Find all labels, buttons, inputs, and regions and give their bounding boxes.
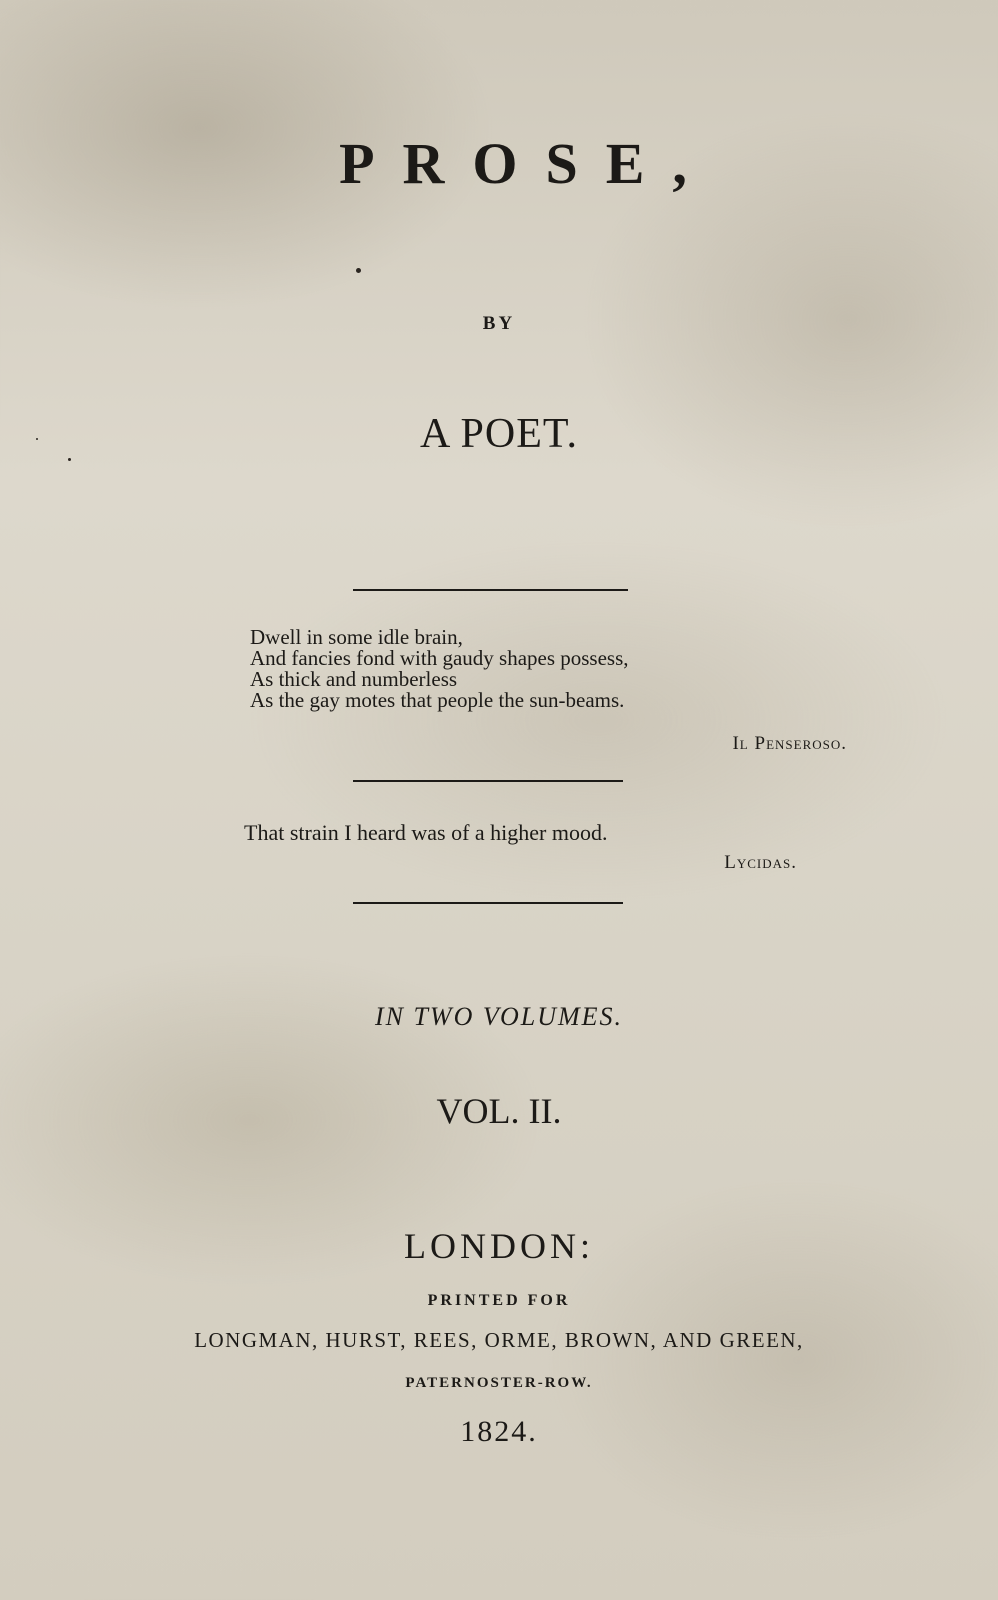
verse-line: As the gay motes that people the sun-beams. [250,688,625,712]
imprint-street: PATERNOSTER-ROW. [405,1375,593,1391]
by-line: BY [482,313,516,334]
verse-line: As thick and numberless [250,667,458,691]
author: A POET. [420,411,578,457]
epigraph-attribution: Il Penseroso. [732,733,847,754]
verse-line: Dwell in some idle brain, [250,625,463,649]
book-title: PROSE, [339,131,715,196]
divider-rule [353,780,623,782]
epigraph-quote: That strain I heard was of a higher mood. [244,820,608,845]
epigraph-attribution: Lycidas. [724,852,797,873]
ink-speck [68,458,71,461]
volume-number: VOL. II. [436,1091,562,1131]
divider-rule [353,589,628,591]
printed-for: PRINTED FOR [427,1292,571,1309]
epigraph-verse [250,627,870,711]
ink-speck [36,438,38,440]
volumes-note: IN TWO VOLUMES. [374,1002,624,1031]
verse-line: And fancies fond with gaudy shapes possess, [250,646,629,670]
publishers: LONGMAN, HURST, REES, ORME, BROWN, AND GREEN, [194,1328,804,1352]
imprint-year: 1824. [460,1415,538,1448]
imprint-city: LONDON: [404,1226,594,1266]
ink-speck [356,268,361,273]
divider-rule [353,902,623,904]
